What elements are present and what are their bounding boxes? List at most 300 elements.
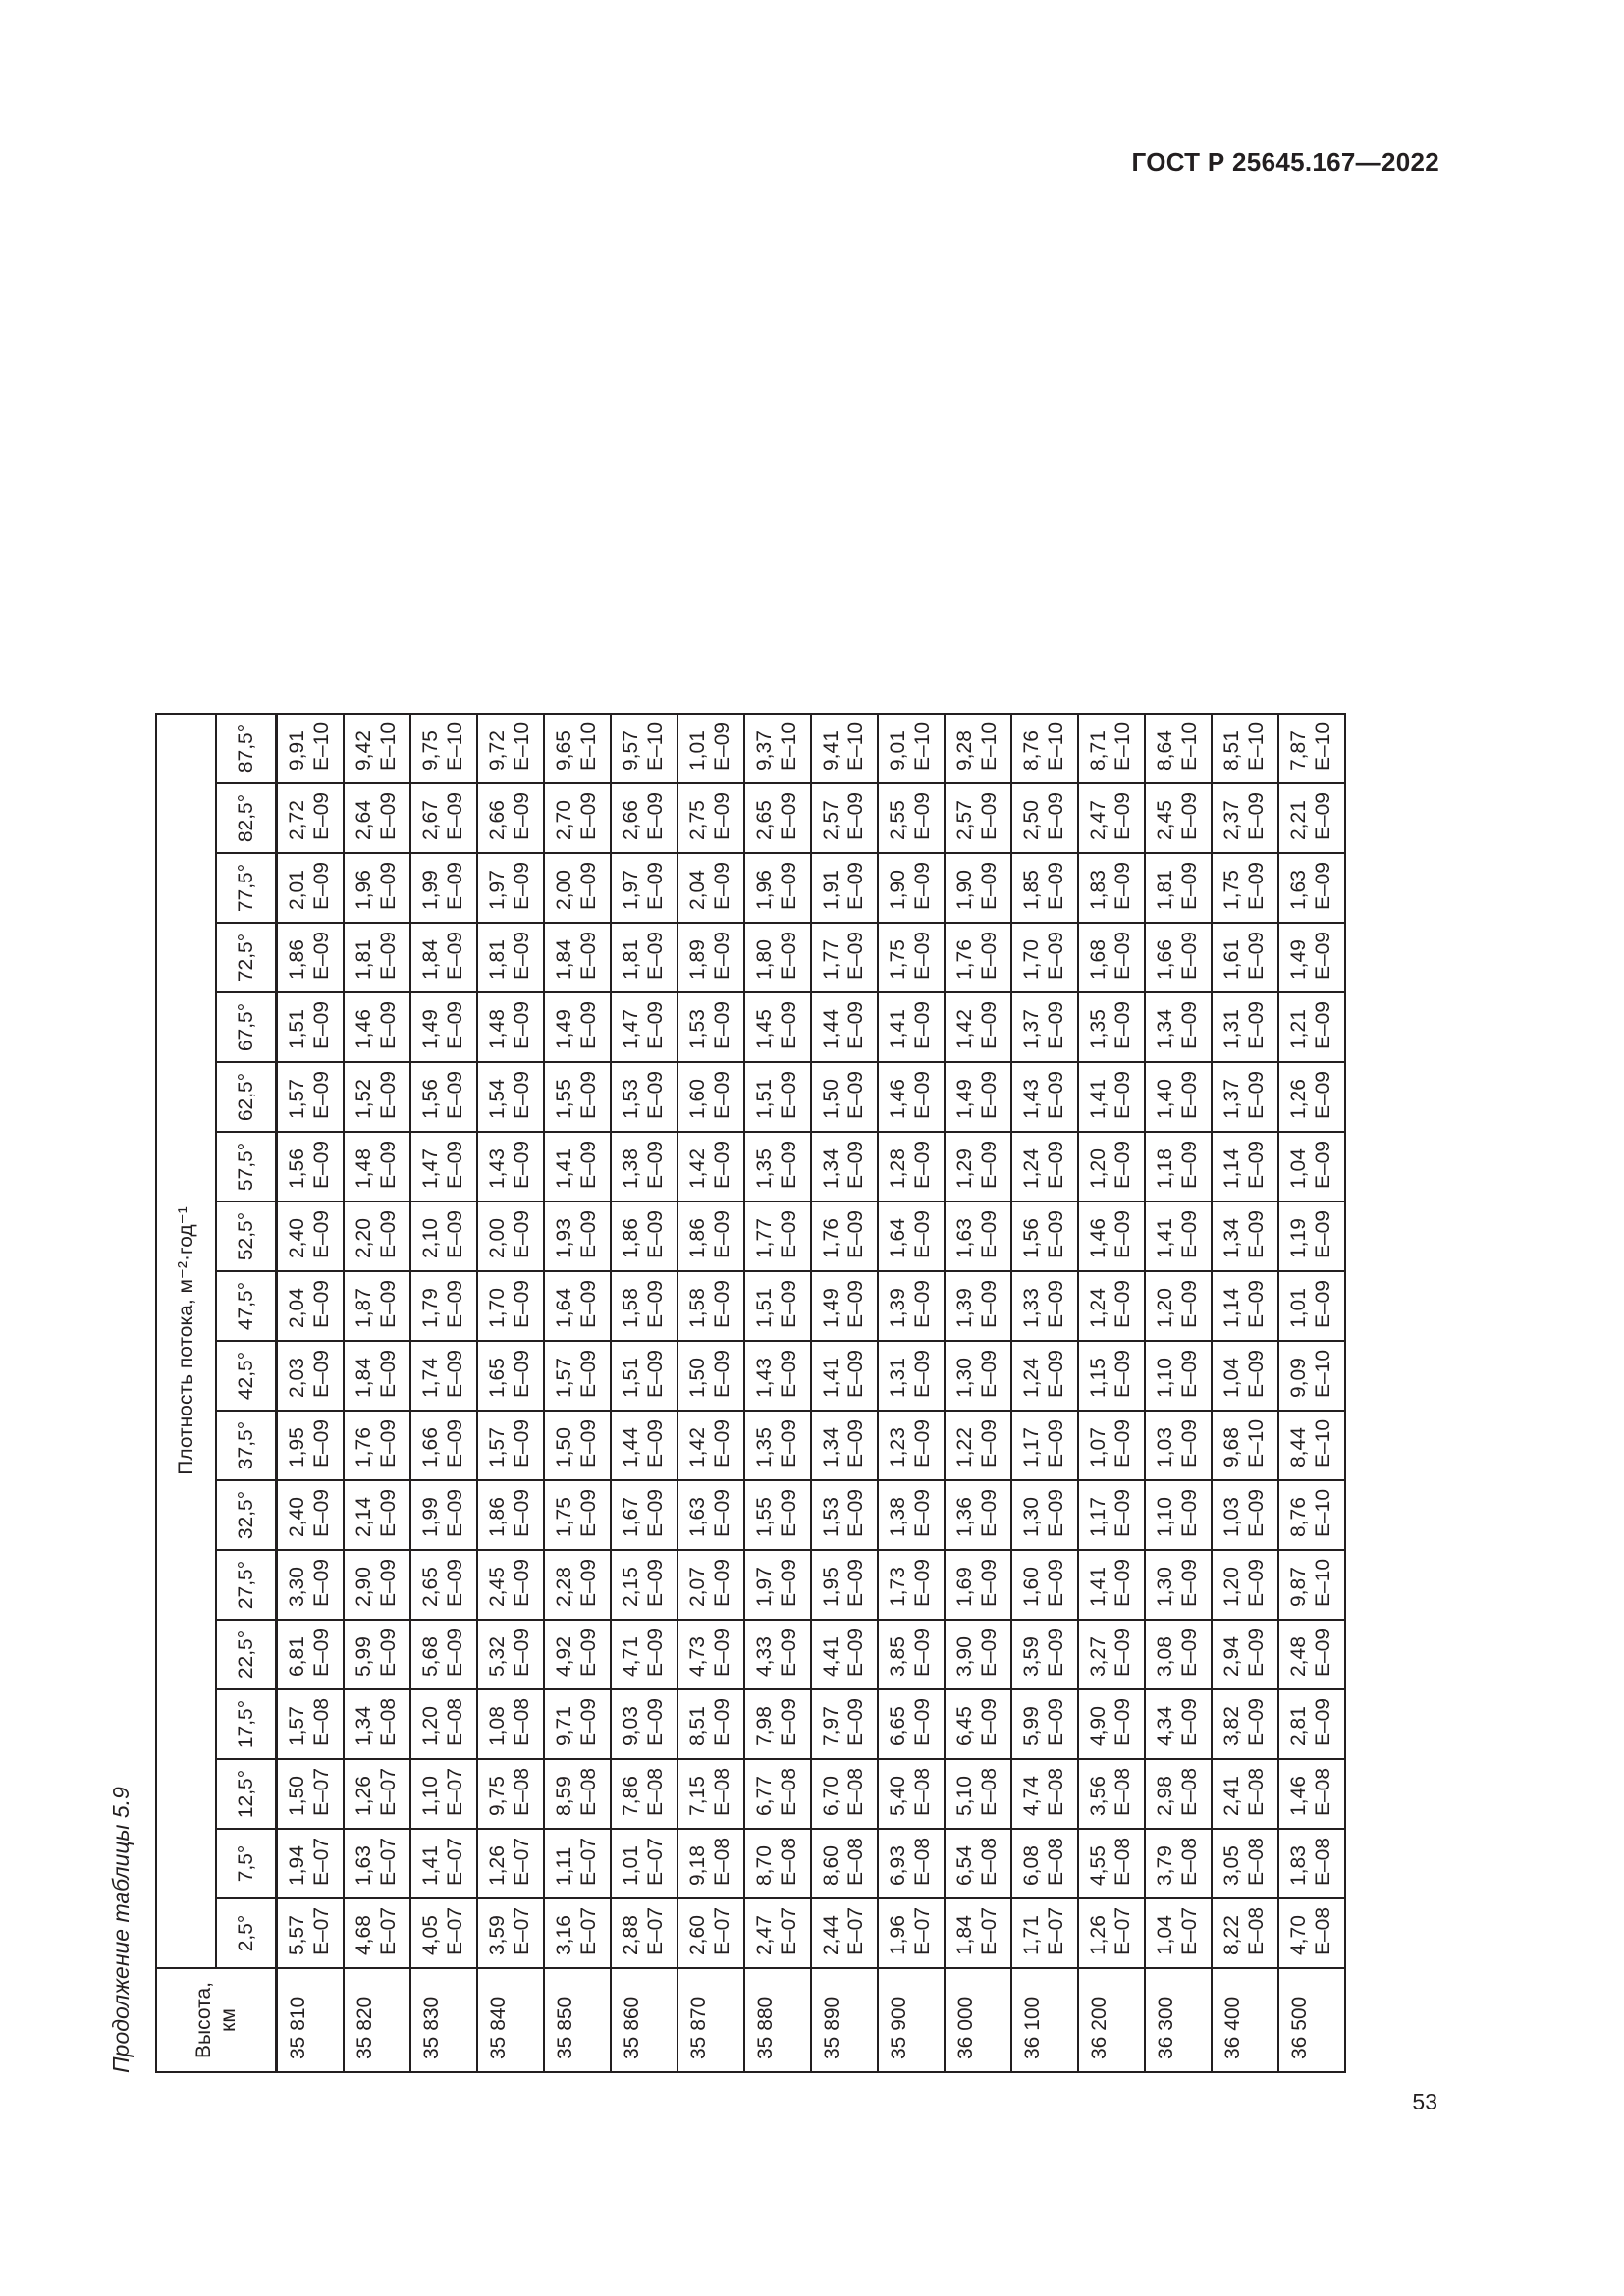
flux-mantissa: 1,67 bbox=[619, 1497, 642, 1537]
flux-mantissa: 1,10 bbox=[418, 1776, 442, 1816]
flux-mantissa: 1,86 bbox=[286, 939, 308, 980]
flux-exponent: E–09 bbox=[1110, 861, 1134, 910]
flux-exponent: E–07 bbox=[1044, 1906, 1067, 1955]
flux-mantissa: 8,51 bbox=[685, 1706, 709, 1746]
flux-exponent: E–09 bbox=[777, 1488, 800, 1537]
flux-exponent: E–09 bbox=[777, 1418, 800, 1468]
flux-mantissa: 1,42 bbox=[952, 1009, 976, 1049]
flux-exponent: E–09 bbox=[1177, 1418, 1201, 1468]
flux-exponent: E–09 bbox=[643, 931, 667, 980]
flux-mantissa: 1,49 bbox=[418, 1009, 442, 1049]
altitude-cell: 35 900 bbox=[878, 1968, 945, 2072]
flux-exponent: E–09 bbox=[1177, 931, 1201, 980]
flux-value-cell bbox=[945, 1480, 1011, 1550]
flux-value-cell bbox=[1011, 1411, 1078, 1480]
flux-mantissa: 1,10 bbox=[1153, 1497, 1176, 1537]
flux-value-cell bbox=[544, 1062, 611, 1132]
flux-exponent: E–08 bbox=[1110, 1837, 1134, 1886]
flux-value-cell bbox=[744, 1620, 811, 1689]
angle-header: 7,5° bbox=[216, 1829, 276, 1898]
flux-value-cell bbox=[277, 1829, 344, 1898]
flux-value-cell bbox=[1145, 1271, 1212, 1341]
flux-mantissa: 1,41 bbox=[1153, 1218, 1176, 1258]
table-row bbox=[677, 714, 744, 2072]
flux-exponent: E–09 bbox=[576, 861, 600, 910]
flux-mantissa: 2,44 bbox=[819, 1915, 842, 1955]
flux-mantissa: 1,64 bbox=[552, 1288, 575, 1328]
flux-value-cell bbox=[1011, 923, 1078, 992]
flux-exponent: E–09 bbox=[843, 1209, 867, 1258]
flux-mantissa: 3,16 bbox=[552, 1915, 575, 1955]
angle-header: 12,5° bbox=[216, 1759, 276, 1829]
flux-exponent: E–07 bbox=[643, 1906, 667, 1955]
flux-value-cell bbox=[1078, 783, 1145, 853]
flux-mantissa: 1,35 bbox=[1086, 1009, 1110, 1049]
flux-value-cell bbox=[811, 1132, 878, 1201]
flux-mantissa: 9,18 bbox=[685, 1845, 709, 1886]
flux-value-cell bbox=[344, 1132, 410, 1201]
flux-value-cell bbox=[1011, 1271, 1078, 1341]
flux-exponent: E–09 bbox=[576, 1070, 600, 1119]
flux-mantissa: 2,60 bbox=[685, 1915, 709, 1955]
flux-mantissa: 1,60 bbox=[1019, 1567, 1043, 1607]
flux-value-cell bbox=[1078, 1201, 1145, 1271]
flux-value-cell bbox=[611, 853, 677, 923]
flux-exponent: E–10 bbox=[1311, 1558, 1334, 1607]
angle-header: 77,5° bbox=[216, 853, 276, 923]
flux-exponent: E–09 bbox=[1177, 1000, 1201, 1049]
flux-value-cell bbox=[344, 1829, 410, 1898]
flux-value-cell bbox=[677, 1341, 744, 1411]
flux-value-cell bbox=[677, 923, 744, 992]
flux-exponent: E–09 bbox=[843, 1279, 867, 1328]
flux-value-cell bbox=[1145, 1898, 1212, 1968]
flux-mantissa: 1,56 bbox=[286, 1148, 308, 1189]
altitude-cell: 36 100 bbox=[1011, 1968, 1078, 2072]
flux-mantissa: 1,34 bbox=[352, 1706, 375, 1746]
flux-exponent: E–09 bbox=[643, 1140, 667, 1189]
flux-mantissa: 1,10 bbox=[1153, 1358, 1176, 1398]
angle-header: 57,5° bbox=[216, 1132, 276, 1201]
altitude-cell: 36 000 bbox=[945, 1968, 1011, 2072]
flux-mantissa: 7,98 bbox=[752, 1706, 776, 1746]
flux-exponent: E–09 bbox=[643, 1418, 667, 1468]
flux-value-cell bbox=[945, 1689, 1011, 1759]
flux-value-cell bbox=[1278, 853, 1345, 923]
flux-value-cell bbox=[410, 923, 477, 992]
flux-mantissa: 1,08 bbox=[485, 1706, 509, 1746]
flux-mantissa: 1,76 bbox=[352, 1427, 375, 1468]
flux-mantissa: 1,55 bbox=[552, 1079, 575, 1119]
flux-value-cell bbox=[811, 714, 878, 783]
flux-value-cell bbox=[1078, 714, 1145, 783]
flux-mantissa: 1,84 bbox=[352, 1358, 375, 1398]
flux-mantissa: 1,83 bbox=[1286, 1845, 1310, 1886]
flux-exponent: E–09 bbox=[643, 1000, 667, 1049]
flux-mantissa: 5,10 bbox=[952, 1776, 976, 1816]
flux-value-cell bbox=[811, 923, 878, 992]
flux-exponent: E–09 bbox=[1311, 861, 1334, 910]
flux-value-cell bbox=[677, 992, 744, 1062]
flux-value-cell bbox=[811, 1689, 878, 1759]
flux-value-cell bbox=[945, 1132, 1011, 1201]
flux-mantissa: 8,44 bbox=[1286, 1427, 1310, 1468]
flux-exponent: E–09 bbox=[510, 861, 533, 910]
flux-exponent: E–10 bbox=[1244, 1418, 1268, 1468]
flux-mantissa: 2,88 bbox=[619, 1915, 642, 1955]
flux-exponent: E–09 bbox=[376, 931, 400, 980]
table-row bbox=[410, 714, 477, 2072]
flux-exponent: E–09 bbox=[843, 791, 867, 840]
flux-exponent: E–09 bbox=[1311, 1000, 1334, 1049]
flux-mantissa: 1,89 bbox=[685, 939, 709, 980]
flux-value-cell bbox=[410, 1132, 477, 1201]
flux-exponent: E–09 bbox=[910, 1279, 934, 1328]
flux-value-cell bbox=[878, 853, 945, 923]
flux-mantissa: 7,15 bbox=[685, 1776, 709, 1816]
flux-exponent: E–07 bbox=[376, 1906, 400, 1955]
flux-value-cell bbox=[1145, 1550, 1212, 1620]
flux-mantissa: 2,40 bbox=[286, 1218, 308, 1258]
flux-exponent: E–09 bbox=[1044, 1558, 1067, 1607]
flux-exponent: E–08 bbox=[910, 1837, 934, 1886]
flux-exponent: E–09 bbox=[376, 1140, 400, 1189]
flux-value-cell bbox=[477, 1062, 544, 1132]
flux-exponent: E–09 bbox=[510, 791, 533, 840]
flux-value-cell bbox=[744, 1341, 811, 1411]
flux-exponent: E–09 bbox=[643, 1209, 667, 1258]
flux-exponent: E–09 bbox=[1110, 1697, 1134, 1746]
flux-mantissa: 2,66 bbox=[619, 800, 642, 840]
table-row bbox=[1078, 714, 1145, 2072]
altitude-cell: 36 500 bbox=[1278, 1968, 1345, 2072]
flux-mantissa: 2,57 bbox=[952, 800, 976, 840]
flux-mantissa: 1,24 bbox=[1086, 1288, 1110, 1328]
flux-exponent: E–07 bbox=[310, 1906, 333, 1955]
flux-exponent: E–09 bbox=[977, 1070, 1001, 1119]
flux-value-cell bbox=[1212, 1759, 1278, 1829]
flux-value-cell bbox=[1078, 1480, 1145, 1550]
flux-mantissa: 2,75 bbox=[685, 800, 709, 840]
flux-exponent: E–09 bbox=[843, 861, 867, 910]
page-number: 53 bbox=[1412, 2089, 1437, 2114]
altitude-cell: 35 810 bbox=[277, 1968, 344, 2072]
flux-exponent: E–09 bbox=[910, 1697, 934, 1746]
altitude-cell: 35 870 bbox=[677, 1968, 744, 2072]
flux-exponent: E–09 bbox=[310, 1628, 333, 1677]
flux-value-cell bbox=[477, 1271, 544, 1341]
flux-mantissa: 1,94 bbox=[286, 1845, 308, 1886]
flux-mantissa: 1,35 bbox=[752, 1148, 776, 1189]
flux-exponent: E–09 bbox=[910, 1070, 934, 1119]
flux-value-cell bbox=[744, 1062, 811, 1132]
flux-value-cell bbox=[744, 783, 811, 853]
flux-mantissa: 4,73 bbox=[685, 1636, 709, 1677]
flux-mantissa: 1,69 bbox=[952, 1567, 976, 1607]
flux-value-cell bbox=[1145, 1062, 1212, 1132]
flux-exponent: E–10 bbox=[1110, 721, 1134, 771]
flux-mantissa: 2,15 bbox=[619, 1567, 642, 1607]
flux-mantissa: 1,14 bbox=[1219, 1148, 1243, 1189]
flux-exponent: E–09 bbox=[1044, 1349, 1067, 1398]
flux-mantissa: 1,66 bbox=[1153, 939, 1176, 980]
flux-exponent: E–09 bbox=[376, 1279, 400, 1328]
flux-exponent: E–07 bbox=[376, 1837, 400, 1886]
altitude-cell: 35 860 bbox=[611, 1968, 677, 2072]
flux-value-cell bbox=[744, 1201, 811, 1271]
flux-value-cell bbox=[410, 1550, 477, 1620]
flux-mantissa: 1,57 bbox=[552, 1358, 575, 1398]
flux-mantissa: 1,22 bbox=[952, 1427, 976, 1468]
flux-mantissa: 9,91 bbox=[286, 730, 308, 771]
flux-value-cell bbox=[1212, 1062, 1278, 1132]
flux-value-cell bbox=[544, 1759, 611, 1829]
flux-mantissa: 1,30 bbox=[1019, 1497, 1043, 1537]
flux-exponent: E–09 bbox=[1244, 1697, 1268, 1746]
flux-mantissa: 1,93 bbox=[552, 1218, 575, 1258]
flux-value-cell bbox=[1011, 1132, 1078, 1201]
flux-exponent: E–10 bbox=[510, 721, 533, 771]
flux-exponent: E–08 bbox=[843, 1837, 867, 1886]
flux-mantissa: 1,01 bbox=[1286, 1288, 1310, 1328]
flux-mantissa: 4,33 bbox=[752, 1636, 776, 1677]
flux-exponent: E–09 bbox=[977, 1558, 1001, 1607]
flux-value-cell bbox=[878, 992, 945, 1062]
flux-mantissa: 2,65 bbox=[752, 800, 776, 840]
flux-value-cell bbox=[277, 1271, 344, 1341]
angle-header: 2,5° bbox=[216, 1898, 276, 1968]
flux-mantissa: 1,31 bbox=[1219, 1009, 1243, 1049]
flux-exponent: E–09 bbox=[1177, 861, 1201, 910]
flux-exponent: E–09 bbox=[777, 791, 800, 840]
flux-value-cell bbox=[878, 1271, 945, 1341]
flux-mantissa: 1,41 bbox=[552, 1148, 575, 1189]
flux-exponent: E–09 bbox=[977, 1140, 1001, 1189]
flux-exponent: E–10 bbox=[910, 721, 934, 771]
flux-mantissa: 2,07 bbox=[685, 1567, 709, 1607]
flux-mantissa: 1,63 bbox=[1286, 870, 1310, 910]
flux-value-cell bbox=[1212, 783, 1278, 853]
flux-value-cell bbox=[1212, 1550, 1278, 1620]
flux-mantissa: 1,42 bbox=[685, 1148, 709, 1189]
flux-exponent: E–09 bbox=[510, 1140, 533, 1189]
flux-exponent: E–07 bbox=[443, 1837, 466, 1886]
table-row bbox=[1011, 714, 1078, 2072]
flux-exponent: E–07 bbox=[777, 1906, 800, 1955]
flux-mantissa: 2,03 bbox=[286, 1358, 308, 1398]
flux-mantissa: 1,45 bbox=[752, 1009, 776, 1049]
flux-mantissa: 1,34 bbox=[819, 1148, 842, 1189]
flux-mantissa: 1,11 bbox=[552, 1846, 575, 1886]
flux-exponent: E–09 bbox=[977, 931, 1001, 980]
flux-mantissa: 4,92 bbox=[552, 1636, 575, 1677]
flux-value-cell bbox=[1212, 1480, 1278, 1550]
flux-mantissa: 1,14 bbox=[1219, 1288, 1243, 1328]
flux-exponent: E–07 bbox=[977, 1906, 1001, 1955]
flux-exponent: E–09 bbox=[510, 1628, 533, 1677]
flux-exponent: E–10 bbox=[576, 721, 600, 771]
flux-mantissa: 1,41 bbox=[1086, 1567, 1110, 1607]
flux-value-cell bbox=[878, 1550, 945, 1620]
flux-mantissa: 1,58 bbox=[685, 1288, 709, 1328]
flux-exponent: E–09 bbox=[576, 1349, 600, 1398]
flux-exponent: E–08 bbox=[977, 1767, 1001, 1816]
flux-exponent: E–09 bbox=[376, 1488, 400, 1537]
flux-mantissa: 8,64 bbox=[1153, 730, 1176, 771]
flux-mantissa: 1,51 bbox=[619, 1358, 642, 1398]
flux-mantissa: 1,52 bbox=[352, 1079, 375, 1119]
flux-exponent: E–09 bbox=[1244, 1140, 1268, 1189]
flux-mantissa: 2,04 bbox=[685, 870, 709, 910]
flux-mantissa: 9,03 bbox=[619, 1706, 642, 1746]
flux-value-cell bbox=[677, 853, 744, 923]
flux-value-cell bbox=[544, 1689, 611, 1759]
flux-exponent: E–09 bbox=[576, 791, 600, 840]
table-row bbox=[878, 714, 945, 2072]
flux-exponent: E–08 bbox=[643, 1767, 667, 1816]
flux-value-cell bbox=[1278, 1411, 1345, 1480]
flux-mantissa: 9,87 bbox=[1286, 1567, 1310, 1607]
flux-mantissa: 1,34 bbox=[1219, 1218, 1243, 1258]
flux-value-cell bbox=[1078, 1759, 1145, 1829]
table-row bbox=[344, 714, 410, 2072]
flux-mantissa: 1,50 bbox=[819, 1079, 842, 1119]
flux-exponent: E–09 bbox=[376, 791, 400, 840]
flux-exponent: E–07 bbox=[510, 1906, 533, 1955]
flux-exponent: E–10 bbox=[777, 721, 800, 771]
flux-mantissa: 1,91 bbox=[819, 870, 842, 910]
flux-exponent: E–09 bbox=[910, 931, 934, 980]
flux-value-cell bbox=[945, 1411, 1011, 1480]
angle-header: 62,5° bbox=[216, 1062, 276, 1132]
flux-mantissa: 6,81 bbox=[286, 1636, 308, 1677]
flux-exponent: E–09 bbox=[643, 861, 667, 910]
flux-exponent: E–09 bbox=[1311, 1140, 1334, 1189]
flux-mantissa: 1,46 bbox=[886, 1079, 909, 1119]
flux-value-cell bbox=[277, 1480, 344, 1550]
flux-density-header: Плотность потока, м⁻²·год⁻¹ bbox=[156, 714, 216, 1968]
flux-mantissa: 1,03 bbox=[1153, 1427, 1176, 1468]
flux-value-cell bbox=[1011, 1620, 1078, 1689]
flux-value-cell bbox=[277, 1062, 344, 1132]
flux-exponent: E–09 bbox=[1311, 1697, 1334, 1746]
flux-mantissa: 1,34 bbox=[819, 1427, 842, 1468]
flux-exponent: E–09 bbox=[576, 1209, 600, 1258]
flux-value-cell bbox=[544, 1201, 611, 1271]
flux-exponent: E–09 bbox=[1177, 1140, 1201, 1189]
flux-exponent: E–09 bbox=[1311, 1209, 1334, 1258]
flux-mantissa: 4,05 bbox=[418, 1915, 442, 1955]
flux-value-cell bbox=[811, 992, 878, 1062]
flux-value-cell bbox=[344, 1620, 410, 1689]
flux-value-cell bbox=[1145, 853, 1212, 923]
flux-mantissa: 2,98 bbox=[1153, 1776, 1176, 1816]
flux-value-cell bbox=[1078, 1271, 1145, 1341]
flux-value-cell bbox=[1011, 1550, 1078, 1620]
flux-value-cell bbox=[878, 1341, 945, 1411]
flux-mantissa: 9,75 bbox=[418, 730, 442, 771]
flux-exponent: E–09 bbox=[643, 1349, 667, 1398]
flux-exponent: E–07 bbox=[443, 1906, 466, 1955]
flux-exponent: E–09 bbox=[1110, 931, 1134, 980]
flux-exponent: E–09 bbox=[977, 1000, 1001, 1049]
flux-mantissa: 9,09 bbox=[1286, 1358, 1310, 1398]
flux-exponent: E–09 bbox=[777, 1000, 800, 1049]
flux-exponent: E–09 bbox=[1311, 1279, 1334, 1328]
flux-exponent: E–09 bbox=[643, 1697, 667, 1746]
flux-exponent: E–09 bbox=[310, 861, 333, 910]
flux-mantissa: 1,97 bbox=[619, 870, 642, 910]
flux-mantissa: 2,47 bbox=[752, 1915, 776, 1955]
flux-value-cell bbox=[410, 1898, 477, 1968]
flux-exponent: E–07 bbox=[310, 1767, 333, 1816]
flux-value-cell bbox=[410, 1620, 477, 1689]
flux-exponent: E–09 bbox=[576, 1140, 600, 1189]
flux-exponent: E–09 bbox=[643, 1488, 667, 1537]
flux-mantissa: 1,95 bbox=[819, 1567, 842, 1607]
flux-mantissa: 1,24 bbox=[1019, 1148, 1043, 1189]
flux-exponent: E–09 bbox=[1044, 1697, 1067, 1746]
flux-mantissa: 1,38 bbox=[886, 1497, 909, 1537]
flux-mantissa: 4,74 bbox=[1019, 1776, 1043, 1816]
flux-mantissa: 2,72 bbox=[286, 800, 308, 840]
flux-exponent: E–09 bbox=[1044, 1000, 1067, 1049]
flux-exponent: E–09 bbox=[843, 1000, 867, 1049]
flux-mantissa: 9,71 bbox=[552, 1706, 575, 1746]
flux-exponent: E–09 bbox=[443, 1279, 466, 1328]
flux-value-cell bbox=[1011, 853, 1078, 923]
flux-mantissa: 1,96 bbox=[352, 870, 375, 910]
flux-exponent: E–09 bbox=[710, 1488, 733, 1537]
flux-mantissa: 1,41 bbox=[886, 1009, 909, 1049]
flux-mantissa: 1,46 bbox=[1286, 1776, 1310, 1816]
flux-exponent: E–09 bbox=[910, 1558, 934, 1607]
flux-mantissa: 9,75 bbox=[485, 1776, 509, 1816]
flux-value-cell bbox=[277, 1341, 344, 1411]
flux-exponent: E–09 bbox=[710, 1000, 733, 1049]
flux-value-cell bbox=[1212, 1898, 1278, 1968]
flux-mantissa: 1,96 bbox=[886, 1915, 909, 1955]
flux-exponent: E–09 bbox=[310, 931, 333, 980]
flux-exponent: E–09 bbox=[1244, 791, 1268, 840]
flux-value-cell bbox=[744, 1898, 811, 1968]
flux-mantissa: 1,43 bbox=[1019, 1079, 1043, 1119]
flux-mantissa: 1,57 bbox=[286, 1706, 308, 1746]
flux-mantissa: 5,99 bbox=[1019, 1706, 1043, 1746]
flux-exponent: E–09 bbox=[576, 1418, 600, 1468]
flux-mantissa: 9,68 bbox=[1219, 1427, 1243, 1468]
flux-value-cell bbox=[1212, 1132, 1278, 1201]
flux-value-cell bbox=[811, 1411, 878, 1480]
flux-exponent: E–09 bbox=[1110, 1140, 1134, 1189]
flux-exponent: E–08 bbox=[1244, 1837, 1268, 1886]
flux-mantissa: 1,95 bbox=[286, 1427, 308, 1468]
flux-value-cell bbox=[344, 1271, 410, 1341]
flux-exponent: E–09 bbox=[843, 1558, 867, 1607]
flux-value-cell bbox=[744, 714, 811, 783]
flux-value-cell bbox=[611, 783, 677, 853]
flux-value-cell bbox=[677, 1898, 744, 1968]
flux-exponent: E–08 bbox=[1177, 1767, 1201, 1816]
flux-exponent: E–09 bbox=[1244, 1558, 1268, 1607]
flux-exponent: E–09 bbox=[977, 1209, 1001, 1258]
flux-value-cell bbox=[477, 1759, 544, 1829]
flux-exponent: E–09 bbox=[777, 1279, 800, 1328]
flux-value-cell bbox=[1278, 1480, 1345, 1550]
flux-value-cell bbox=[410, 853, 477, 923]
flux-exponent: E–09 bbox=[376, 1628, 400, 1677]
flux-exponent: E–09 bbox=[843, 1349, 867, 1398]
